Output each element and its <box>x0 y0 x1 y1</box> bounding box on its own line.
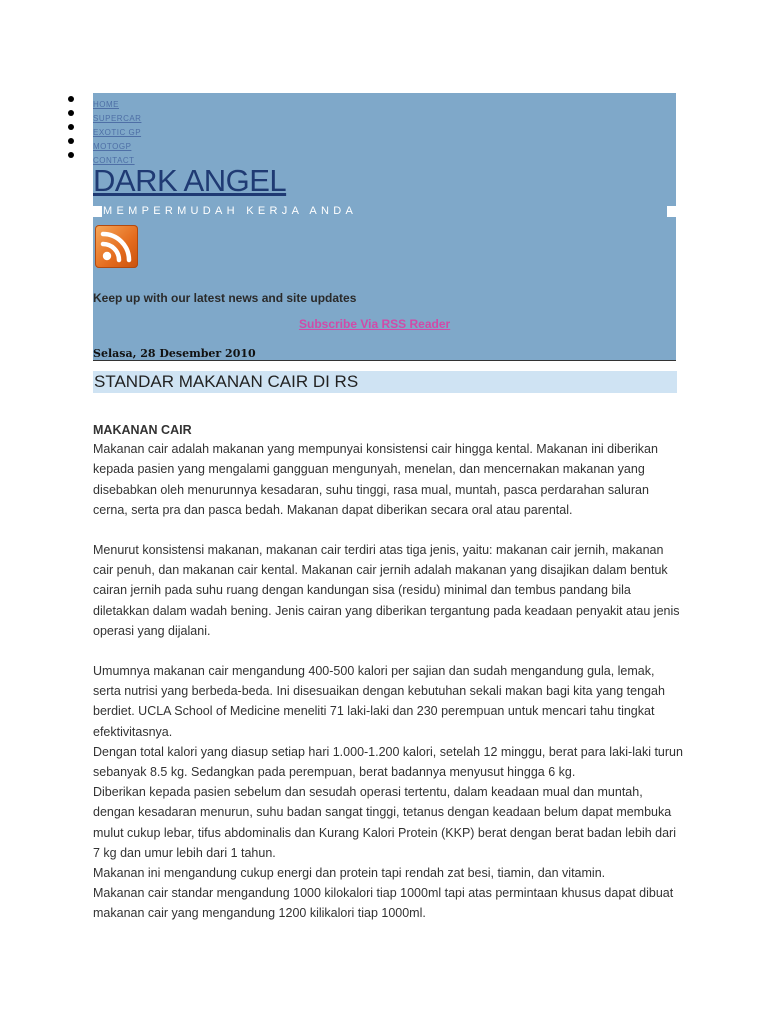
subscribe-link[interactable]: Subscribe Via RSS Reader <box>299 317 451 331</box>
section-heading: MAKANAN CAIR <box>93 423 192 437</box>
nav-item-home <box>93 96 141 110</box>
post-body <box>93 420 683 924</box>
site-title[interactable]: DARK ANGEL <box>93 163 287 198</box>
nav-link-contact[interactable]: CONTACT <box>93 156 135 165</box>
paragraph: Menurut konsistensi makanan, makanan cair terdiri atas tiga jenis, yaitu: makanan cair jernih, makanan cair penuh, dan makanan cair kental. Makanan cair jernih adalah makanan yang disajikan dalam bentuk cairan jernih pada suhu ruang dengan kandungan sisa (residu) minimal dan tembus pandang bila diletakkan dalam wadah bening. Jenis cairan yang diberikan tergantung pada keadaan penyakit atau jenis operasi yang dijalani. <box>93 543 680 638</box>
divider <box>93 360 676 361</box>
paragraph: Makanan cair standar mengandung 1000 kilokalori tiap 1000ml tapi atas permintaan khusus dapat dibuat makanan cair yang mengandung 1200 kilikalori tiap 1000ml. <box>93 886 674 921</box>
post-date: Selasa, 28 Desember 2010 <box>93 347 256 360</box>
nav-item-supercar <box>93 110 141 124</box>
nav-link-exotic-gp[interactable]: EXOTIC GP <box>93 128 142 137</box>
nav-link-home[interactable]: HOME <box>93 100 119 109</box>
paragraph: Diberikan kepada pasien sebelum dan sesudah operasi tertentu, dalam keadaan mual dan muntah, dengan kesadaran menurun, suhu badan sangat tinggi, tetanus dengan keadaan belum dapat membuka mulut cukup lebar, tifus abdominalis dan Kurang Kalori Protein (KKP) berat dengan berat badan lebih dari 7 kg dan umur lebih dari 1 tahun. <box>93 785 676 860</box>
decor-square-right <box>667 206 676 217</box>
spacer <box>93 520 683 540</box>
site-tagline: MEMPERMUDAH KERJA ANDA <box>103 205 358 217</box>
paragraph: Makanan ini mengandung cukup energi dan protein tapi rendah zat besi, tiamin, dan vitamin. <box>93 866 606 881</box>
nav-link-supercar[interactable]: SUPERCAR <box>93 114 142 123</box>
decor-square-left <box>93 206 102 217</box>
nav-link-motogp[interactable]: MOTOGP <box>93 142 132 151</box>
news-text: Keep up with our latest news and site updates <box>93 291 357 305</box>
nav-item-exotic-gp <box>93 124 141 138</box>
post-title[interactable]: STANDAR MAKANAN CAIR DI RS <box>93 371 677 393</box>
paragraph: Umumnya makanan cair mengandung 400-500 kalori per sajian dan sudah mengandung gula, lemak, serta nutrisi yang berbeda-beda. Ini disesuaikan dengan kebutuhan sekali makan bagi kita yang tengah berdiet. UCLA School of Medicine meneliti 71 laki-laki dan 230 perempuan untuk mencari tahu tingkat efektivitasnya. <box>93 664 665 739</box>
top-nav <box>93 96 141 166</box>
spacer <box>93 641 683 661</box>
site-header <box>93 93 676 361</box>
paragraph: Makanan cair adalah makanan yang mempunyai konsistensi cair hingga kental. Makanan ini diberikan kepada pasien yang mengalami gangguan mengunyah, menelan, dan mencernakan makanan yang disebabkan oleh menurunnya kesadaran, suhu tinggi, rasa mual, muntah, pasca perdarahan saluran cerna, serta pra dan pasca bedah. Makanan dapat diberikan secara oral atau parental. <box>93 442 658 517</box>
nav-item-motogp <box>93 138 141 152</box>
paragraph: Dengan total kalori yang diasup setiap hari 1.000-1.200 kalori, setelah 12 minggu, berat para laki-laki turun sebanyak 8.5 kg. Sedangkan pada perempuan, berat badannya menyusut hingga 6 kg. <box>93 744 683 780</box>
rss-icon[interactable] <box>95 225 138 268</box>
